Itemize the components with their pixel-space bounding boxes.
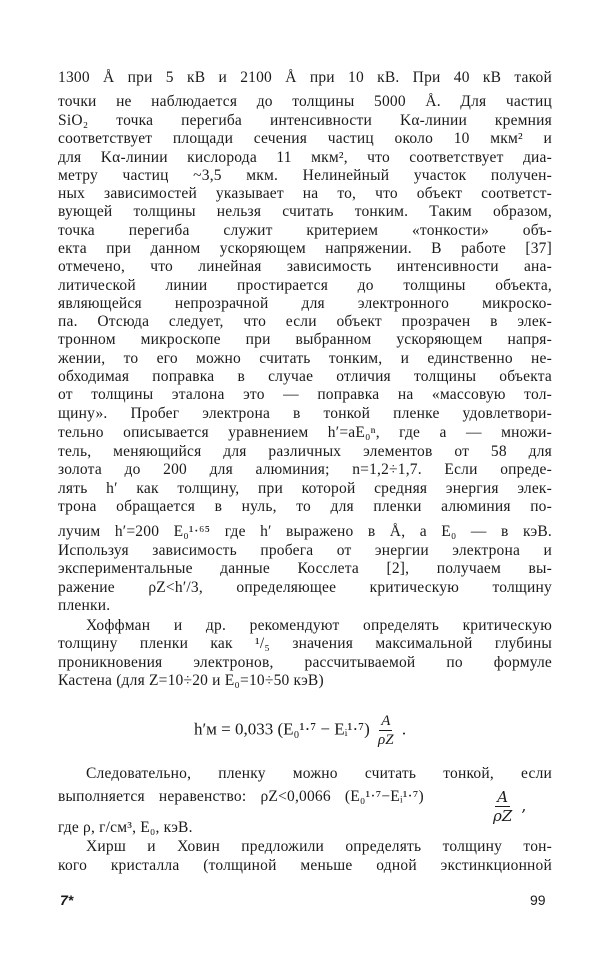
text-line: екта при данном ускоряющем напряжении. В работе [37] <box>58 240 552 257</box>
text-line: тронном микроскопе при выбранном ускоряющем напря- <box>58 331 552 348</box>
text-line: литической линии простирается до толщины объекта, <box>58 277 552 294</box>
text-line: лять h′ как толщину, при которой средняя энергия элек- <box>58 480 552 497</box>
page-number: 99 <box>530 892 546 908</box>
text-line: проникновения электронов, рассчитываемой по формуле <box>58 654 552 671</box>
formula-fraction <box>378 712 394 749</box>
text-line: па. Отсюда следует, что если объект прозрачен в элек- <box>58 313 552 330</box>
kasten-formula <box>0 712 600 749</box>
text-line: ражение ρZ<h′/3, определяющее критическую толщину <box>58 579 552 596</box>
text-line: тельно описывается уравнением h′=aE₀ⁿ, где a — множи- <box>58 424 552 441</box>
text-line: кого кристалла (толщиной меньше одной экстинкционной <box>58 857 552 874</box>
text-line: экспериментальные данные Косслета [2], получаем вы- <box>58 560 552 577</box>
text-line: метру частиц ~3,5 мкм. Нелинейный участок получен- <box>58 167 552 184</box>
text-line: лучим h′=200 E₀¹·⁶⁵ где h′ выражено в Å, а E₀ — в кэВ. <box>58 523 552 540</box>
formula-denominator: ρZ <box>378 732 394 748</box>
text-line: точка перегиба служит критерием «тонкости» объ- <box>58 222 552 239</box>
text-line: отмечено, что линейная зависимость интенсивности ана- <box>58 258 552 275</box>
text-line: пленки. <box>58 597 111 614</box>
text-line: соответствует площади сечения частиц около 10 мкм² и <box>58 130 552 147</box>
inequality-end: , <box>521 796 527 815</box>
text-line: где ρ, г/см³, E₀, кэВ. <box>58 819 193 836</box>
text-line: для Kα-линии кислорода 11 мкм², что соответствует диа- <box>58 149 552 166</box>
formula-lhs: h′м = 0,033 (E₀¹·⁷ − Eᵢ¹·⁷) <box>193 719 370 739</box>
text-line: вующей толщины нельзя считать тонким. Таким образом, <box>58 203 552 220</box>
text-line: Кастена (для Z=10÷20 и E₀=10÷50 кэВ) <box>58 672 324 689</box>
inequality-fraction <box>489 788 526 825</box>
text-line: ных зависимостей указывает на то, что объект соответст- <box>58 185 552 202</box>
text-line: толщину пленки как ¹/₅ значения максимальной глубины <box>58 635 552 652</box>
formula-end: . <box>401 719 407 739</box>
text-line: Используя зависимость пробега от энергии электрона и <box>58 542 552 559</box>
text-line: жении, то его можно считать тонким, и единственно не- <box>58 350 552 367</box>
signature-mark: 7* <box>60 892 74 908</box>
formula-numerator: A <box>381 713 391 729</box>
text-line: Хоффман и др. рекомендуют определять критическую <box>86 617 552 634</box>
text-line: выполняется неравенство: ρZ<0,0066 (E₀¹·⁷−Eᵢ¹·⁷) <box>58 788 424 805</box>
text-line: Хирш и Ховин предложили определять толщину тон- <box>86 838 552 855</box>
inequality-denominator: ρZ <box>493 807 513 825</box>
text-line: от толщины эталона это — поправка на «массовую тол- <box>58 386 552 403</box>
text-line: являющейся непрозрачной для электронного микроско- <box>58 295 552 312</box>
text-line: точки не наблюдается до толщины 5000 Å. Для частиц <box>58 93 552 110</box>
text-line: тель, меняющийся для различных элементов от 58 для <box>58 443 552 460</box>
text-line: щину». Пробег электрона в тонкой пленке удовлетвори- <box>58 405 552 422</box>
text-line: Следовательно, пленку можно считать тонкой, если <box>86 765 552 782</box>
text-line: 1300 Å при 5 кВ и 2100 Å при 10 кВ. При 40 кВ такой <box>58 69 552 86</box>
text-line: обходимая поправка в случае отличия толщины объекта <box>58 368 552 385</box>
inequality-numerator: A <box>497 788 509 806</box>
text-line: SiO₂ точка перегиба интенсивности Kα-линии кремния <box>58 112 552 129</box>
inequality-frac <box>493 788 512 825</box>
text-line: золота до 200 для алюминия; n=1,2÷1,7. Если опреде- <box>58 461 552 478</box>
text-line: трона обращается в нуль, то для пленки алюминия по- <box>58 498 552 515</box>
